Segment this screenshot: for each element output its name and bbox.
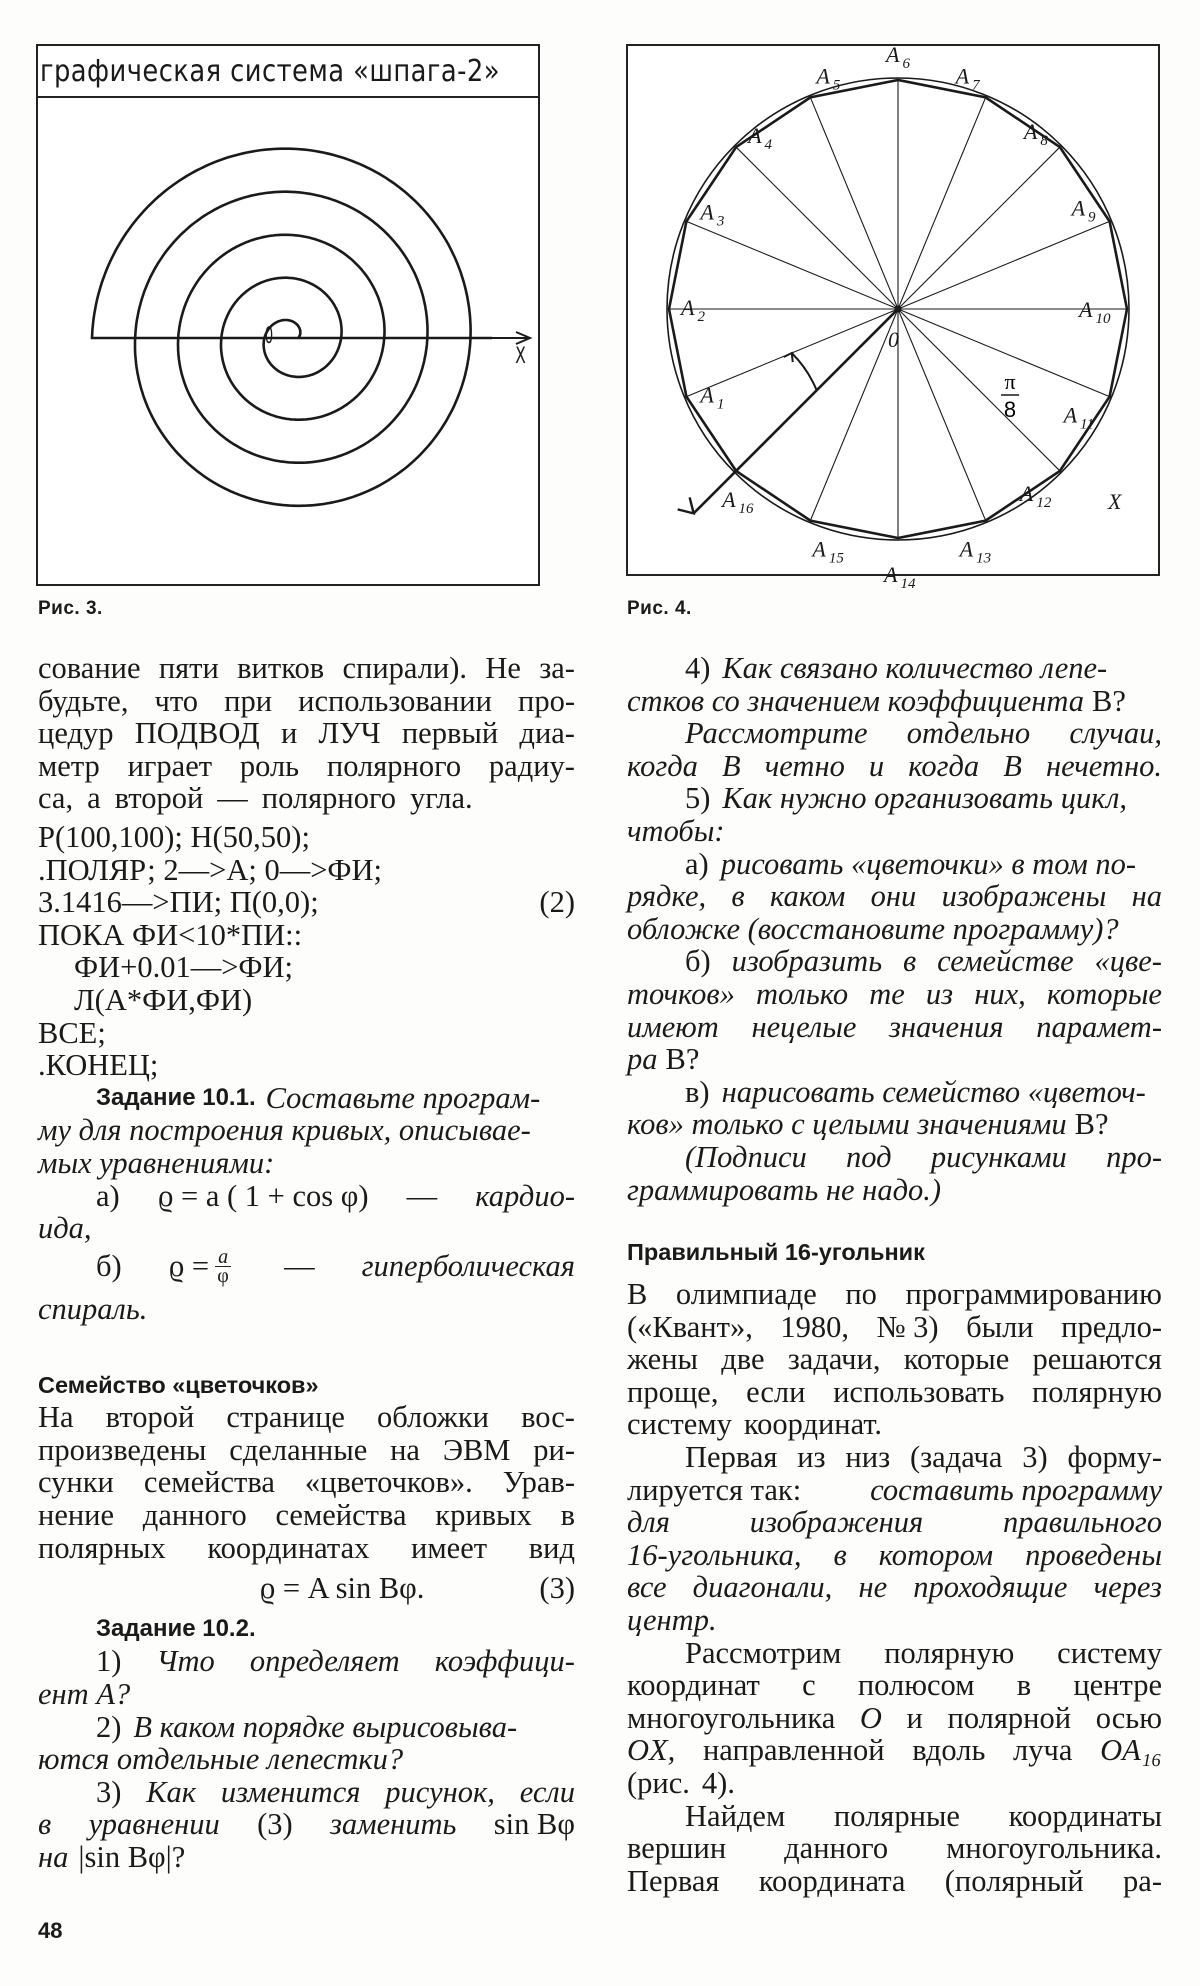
text-line: Рассмотрим полярную систему <box>685 1635 1162 1670</box>
page-number: 48 <box>38 1918 63 1943</box>
text-line: ются отдельные лепестки? <box>38 1742 404 1777</box>
text-line: будьте, что при использовании про- <box>38 683 575 718</box>
text-line: полярных координатах имеет вид <box>38 1530 575 1565</box>
text-line: в) нарисовать семейство «цветоч- <box>685 1074 1146 1109</box>
axis-label-x: X <box>1108 489 1122 514</box>
formula-line-b: б) ϱ = $\frac{a}{\varphi}$ — гиперболическая <box>96 1246 575 1288</box>
text-line: 16-угольника, в котором проведены <box>627 1537 1162 1572</box>
task-10-2 <box>38 1613 575 1874</box>
spiral-origin-label: 0 <box>264 324 274 349</box>
formula-cardioid: ϱ = a ( 1 + cos φ) <box>157 1178 369 1213</box>
text-line: му для построения кривых, описывае- <box>38 1113 531 1148</box>
rose-equation: ϱ = A sin Bφ. <box>259 1571 425 1606</box>
regular-16gon-diagram <box>628 42 1158 592</box>
vertex-label-a15: A $_{15}$ <box>812 536 844 567</box>
vertex-label-a13: A $_{13}$ <box>959 536 992 567</box>
vertex-label-a4: A $_4$ <box>748 123 773 154</box>
spiral-x-axis-label: X <box>515 344 526 369</box>
vertex-label-a14: A $_{14}$ <box>884 562 916 592</box>
text-line: са, а второй — полярного угла. <box>38 781 473 816</box>
equation-number: (3) <box>539 1571 575 1606</box>
text-line: лируется так: составить программу <box>627 1472 1162 1507</box>
text-line: Рассмотрите отдельно случаи, <box>685 716 1162 751</box>
text-line: (рис. 4). <box>627 1766 735 1800</box>
right-column <box>627 652 1162 1897</box>
text-line: жены две задачи, которые решаются <box>627 1342 1162 1377</box>
task-label: Задание 10.1. <box>96 1083 256 1111</box>
text-line: стков со значением коэффициента В? <box>627 683 1126 718</box>
text-line: цедур ПОДВОД и ЛУЧ первый диа- <box>38 716 575 751</box>
code-line: ПОКА ФИ<10*ПИ:: <box>38 917 303 952</box>
vertex-label-a2: A $_2$ <box>681 295 705 325</box>
equation-3 <box>38 1572 575 1605</box>
fraction-a-over-phi: $\frac{a}{\varphi}$ <box>215 1248 231 1285</box>
text-line: ков» только с целыми значениями В? <box>627 1107 1109 1142</box>
text-line: 4) Как связано количество лепе- <box>685 651 1108 685</box>
figure-3-spiral <box>36 44 540 586</box>
angle-8: 8 <box>1003 397 1017 422</box>
text-line: имеют нецелые значения парамет- <box>627 1009 1162 1044</box>
text-line: нение данного семейства кривых в <box>38 1498 575 1533</box>
text-line: граммировать не надо.) <box>627 1172 942 1207</box>
text-line: Первая координата (полярный ра- <box>627 1863 1162 1898</box>
text-line: произведены сделанные на ЭВМ ри- <box>38 1432 575 1467</box>
figure-4-16gon <box>626 42 1160 592</box>
text-line: (Подписи под рисунками про- <box>685 1139 1162 1174</box>
text-line: метр играет роль полярного радиу- <box>38 748 575 783</box>
vertex-label-a5: A $_5$ <box>816 63 841 94</box>
text-line: координат с полюсом в центре <box>627 1668 1162 1703</box>
equation-number: (2) <box>539 885 575 920</box>
program-listing-2 <box>38 821 575 1082</box>
vertex-label-a6: A $_6$ <box>886 42 910 72</box>
text-line: Найдем полярные координаты <box>685 1798 1162 1833</box>
text-line: Задание 10.1. Составьте програм- <box>96 1080 541 1115</box>
paragraph-spiral-note <box>38 652 575 815</box>
text-line: сование пяти витков спирали). Не за- <box>38 651 575 685</box>
text-line: вершин данного многоугольника. <box>627 1831 1162 1866</box>
text-line: в уравнении (3) заменить sin Bφ <box>38 1807 575 1842</box>
text-line: точков» только те из них, которые <box>627 976 1162 1011</box>
task-10-1 <box>38 1082 575 1326</box>
text-line: На второй странице обложки вос- <box>38 1400 575 1435</box>
vertex-label-a7: A $_7$ <box>955 63 980 94</box>
text-line: ент А? <box>38 1677 131 1712</box>
code-line: .ПОЛЯР; 2—>А; 0—>ФИ; <box>38 852 383 887</box>
text-line: В олимпиаде по программированию <box>627 1277 1162 1312</box>
text-line: 5) Как нужно организовать цикл, <box>685 781 1127 816</box>
text-line: обложке (восстановите программу)? <box>627 911 1119 946</box>
text-line: («Квант», 1980, № 3) были предло- <box>627 1309 1162 1344</box>
text-line: на |sin Bφ|? <box>38 1840 186 1874</box>
angle-pi: π <box>1004 369 1016 394</box>
text-line: ра В? <box>627 1042 700 1077</box>
vertex-label-a1: A $_1$ <box>700 382 725 413</box>
vertex-label-a11: A $_{11}$ <box>1063 402 1094 433</box>
vertex-label-a9: A $_9$ <box>1071 195 1096 226</box>
text-line: для изображения правильного <box>627 1505 1162 1540</box>
section-16gon <box>627 1236 1162 1897</box>
vertex-label-a3: A $_3$ <box>700 199 725 230</box>
text-line: спираль. <box>38 1291 148 1326</box>
text-line: Первая из низ (задача 3) форму- <box>685 1440 1162 1475</box>
code-line: ФИ+0.01—>ФИ; <box>74 950 293 985</box>
vertex-label-a10: A $_{10}$ <box>1079 297 1111 327</box>
code-line: .КОНЕЦ; <box>38 1048 159 1083</box>
text-line: сунки семейства «цветочков». Урав- <box>38 1465 575 1500</box>
code-line: ВСЕ; <box>38 1015 106 1050</box>
vertex-label-a12: A $_{12}$ <box>1019 480 1052 511</box>
text-line: центр. <box>627 1603 717 1638</box>
task-label: Задание 10.2. <box>96 1614 256 1642</box>
formula-line-a: а) ϱ = a ( 1 + cos φ) — кардио- <box>96 1178 575 1213</box>
code-line: Л(А*ФИ,ФИ) <box>74 982 253 1017</box>
text-line: рядке, в каком они изображены на <box>627 879 1162 914</box>
text-line: 2) В каком порядке вырисовыва- <box>96 1709 518 1744</box>
section-heading: Семейство «цветочков» <box>38 1372 319 1399</box>
section-heading: Правильный 16-угольник <box>627 1239 925 1266</box>
figure-3-caption: Рис. 3. <box>38 598 103 619</box>
left-column <box>38 652 575 1874</box>
text-line: ида, <box>38 1211 92 1246</box>
code-line: 3.1416—>ПИ; П(0,0); (2) <box>38 885 575 920</box>
code-line: Р(100,100); Н(50,50); <box>38 819 310 854</box>
text-line: а) рисовать «цветочки» в том по- <box>685 846 1137 881</box>
text-line: проще, если использовать полярную <box>627 1374 1162 1409</box>
vertex-label-a16: A $_{16}$ <box>722 486 754 517</box>
text-line: 3) Как изменится рисунок, если <box>96 1774 575 1809</box>
text-line: все диагонали, не проходящие через <box>627 1570 1162 1605</box>
text-line: многоугольника O и полярной осью <box>627 1700 1162 1735</box>
archimedean-spiral <box>38 46 538 584</box>
vertex-label-a8: A $_8$ <box>1023 119 1048 150</box>
section-flowers <box>38 1369 575 1605</box>
text-line: систему координат. <box>627 1407 883 1442</box>
text-line: 1) Что определяет коэффици- <box>96 1644 575 1679</box>
text-line: чтобы: <box>627 813 725 848</box>
text-line: OX, направленной вдоль луча OA₁₆ <box>627 1733 1162 1768</box>
figure-3-title: графическая система «шпага-2» <box>40 54 500 89</box>
center-label-o: 0 <box>888 327 899 352</box>
figure-4-caption: Рис. 4. <box>627 598 692 619</box>
text-line: б) изобразить в семействе «цве- <box>685 944 1162 979</box>
text-line <box>38 1613 575 1646</box>
text-line: мых уравнениями: <box>38 1145 275 1180</box>
text-line: когда В четно и когда В нечетно. <box>627 748 1162 783</box>
